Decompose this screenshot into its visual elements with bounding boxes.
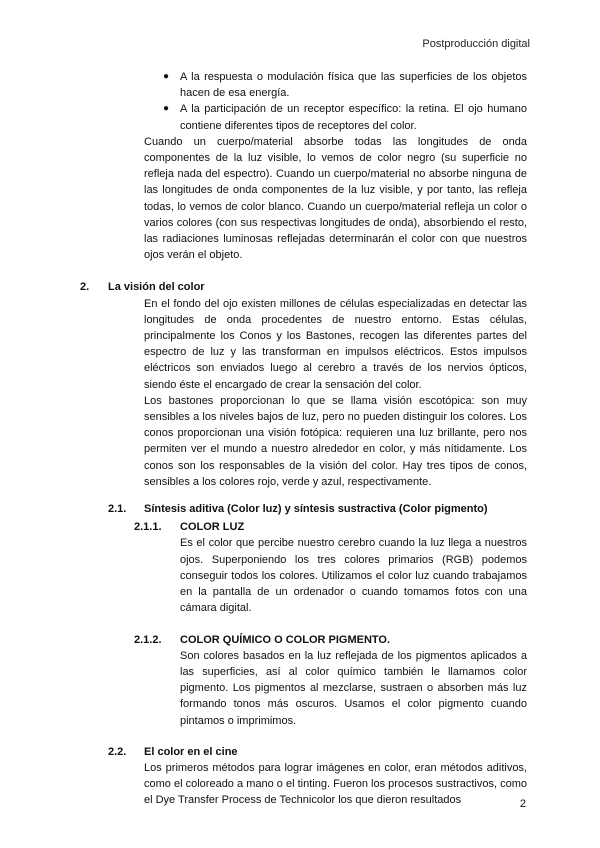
page-header: Postproducción digital	[422, 38, 530, 50]
section-title: COLOR QUÍMICO O COLOR PIGMENTO.	[180, 633, 391, 646]
section-number: 2.1.1.	[134, 521, 162, 534]
paragraph: Los primeros métodos para lograr imágenes en color, eran métodos aditivos, como el coloreado a mano o el tinting. Fueron los procesos sustractivos, como el Dye Transfer Process de Technicolor los que dieron resultados	[144, 761, 527, 807]
bullet-icon: ●	[163, 71, 170, 82]
paragraph: Es el color que percibe nuestro cerebro cuando la luz llega a nuestros ojos. Superponiendo los tres colores primarios (RGB) podemos conseguir todos los colores. Utilizamos el color luz cuando trabajamos en la pantalla de un ordenador o cuando tomamos fotos con una cámara digital.	[180, 537, 527, 615]
section-number: 2.1.2.	[134, 633, 162, 646]
page-content	[80, 69, 527, 809]
subsection-heading	[108, 501, 527, 517]
list-item: ● A la respuesta o modulación física que las superficies de los objetos hacen de esa energía.	[163, 71, 527, 100]
paragraph: Los bastones proporcionan lo que se llama visión escotópica: son muy sensibles a los niveles bajos de luz, pero no pueden distinguir los colores. Los conos proporcionan una visión fotópica: requieren una luz brillante, pero nos permiten ver el mundo a nuestro alrededor en color, y más nítidamente. Los conos son los responsables de la visión del color. Hay tres tipos de conos, sensibles a los colores rojo, verde y azul, respectivamente.	[144, 394, 527, 488]
subsection-heading	[108, 744, 527, 760]
section-title: COLOR LUZ	[180, 521, 245, 534]
section-title: Síntesis aditiva (Color luz) y síntesis sustractiva (Color pigmento)	[144, 503, 488, 516]
section-number: 2.2.	[108, 745, 127, 758]
paragraph: En el fondo del ojo existen millones de células especializadas en detectar las longitudes de onda procedentes de nuestro entorno. Estas células, principalmente los Conos y los Bastones, recogen las diferentes partes del espectro de luz y las transforman en impulsos eléctricos. Estos impulsos eléctricos son enviados luego al cerebro a través de los nervios ópticos, siendo éste el encargado de crear la sensación del color.	[144, 297, 527, 391]
subsubsection-heading	[134, 519, 527, 535]
section-title: La visión del color	[108, 281, 205, 294]
section-number: 2.	[80, 281, 90, 294]
section-number: 2.1.	[108, 503, 127, 516]
subsubsection-heading	[134, 632, 527, 648]
section-title: El color en el cine	[144, 745, 238, 758]
paragraph: Son colores basados en la luz reflejada de los pigmentos aplicados a las superficies, así al color químico también le llamamos color pigmento. Los pigmentos al mezclarse, sustraen o absorben más luz formando tonos más oscuros. Usamos el color pigmento cuando pintamos o imprimimos.	[180, 649, 527, 727]
bullet-list	[163, 69, 527, 134]
list-item: ● A la participación de un receptor específico: la retina. El ojo humano contiene diferentes tipos de receptores del color.	[163, 103, 527, 132]
section-heading	[80, 279, 527, 295]
page-number: 2	[519, 798, 526, 810]
intro-paragraph: Cuando un cuerpo/material absorbe todas las longitudes de onda componentes de la luz visible, lo vemos de color negro (su superficie no refleja nada del espectro). Cuando un cuerpo/material no absorbe ninguna de las longitudes de onda componentes de la luz visible, y por tanto, las refleja todas, lo vemos de color blanco. Cuando un cuerpo/material refleja un color o varios colores (con sus respectivas longitudes de onda), absorbiendo el resto, las radiaciones luminosas reflejadas determinarán el color con que nuestros ojos verán el objeto.	[144, 135, 527, 262]
bullet-icon: ●	[163, 103, 170, 115]
